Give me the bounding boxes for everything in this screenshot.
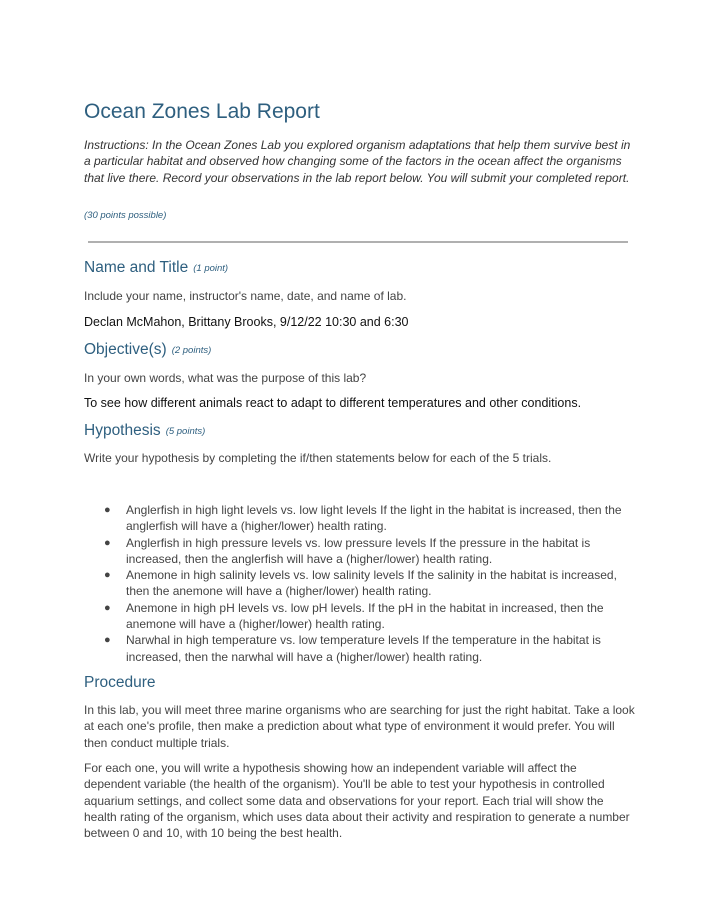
trial-text: Narwhal in high temperature vs. low temperature levels If the temperature in the habitat is increased, then the narwhal will have a (higher/lower) health rating. [126, 633, 601, 664]
hypothesis-section-heading [84, 422, 205, 440]
instructions-text: Instructions: In the Ocean Zones Lab you explored organism adaptations that help them survive best in a particular habitat and observed how changing some of the factors in the ocean affect the organisms that live there. Record your observations in the lab report below. You will submit your completed report. [84, 138, 631, 185]
list-item[interactable] [84, 567, 636, 600]
trial-text: Anemone in high pH levels vs. low pH levels. If the pH in the habitat in increased, then the anemone will have a (higher/lower) health rating. [126, 600, 604, 632]
list-item[interactable] [84, 502, 636, 535]
procedure-section-heading [84, 674, 156, 692]
objective-section-points: (2 points) [171, 345, 212, 356]
objective-section-prompt: In your own words, what was the purpose of this lab? [84, 371, 367, 385]
trial-text: Anglerfish in high pressure levels vs. low pressure levels If the pressure in the habitat is increased, then the anglerfish will have a (higher/lower) health rating. [126, 535, 591, 566]
trial-text: Anglerfish in high light levels vs. low light levels If the light in the habitat is increased, then the anglerfish will have a (higher/lower) health rating. [126, 503, 622, 534]
procedure-section-title: Procedure [84, 674, 156, 691]
bullet-icon: ● [104, 569, 111, 582]
procedure-paragraph-1: In this lab, you will meet three marine organisms who are searching for just the right habitat. Take a look at each one's profile, then make a prediction about what type of environment it would prefer. You will then conduct multiple trials. [84, 703, 635, 750]
name-section-prompt: Include your name, instructor's name, date, and name of lab. [84, 289, 407, 303]
hypothesis-section-points: (5 points) [165, 426, 206, 437]
trial-text: Anemone in high salinity levels vs. low salinity levels If the salinity in the habitat is increased, then the anemone will have a (higher/lower) health rating. [126, 568, 617, 599]
name-section-points: (1 point) [193, 263, 229, 274]
procedure-paragraph-2: For each one, you will write a hypothesis showing how an independent variable will affect the dependent variable (the health of the organism). You'll be able to test your hypothesis in controlled aquarium settings, and collect some data and observations for your report. Each trial will show the health rating of the organism, which uses data about their activity and respiration to generate a number between 0 and 10, with 10 being the best health. [84, 761, 630, 841]
bullet-icon: ● [104, 601, 111, 614]
name-section-answer[interactable]: Declan McMahon, Brittany Brooks, 9/12/22 10:30 and 6:30 [84, 315, 409, 329]
list-item[interactable] [84, 632, 636, 665]
objective-section-answer[interactable]: To see how different animals react to adapt to different temperatures and other conditions. [84, 396, 582, 410]
list-item[interactable] [84, 535, 636, 568]
bullet-icon: ● [104, 504, 111, 516]
bullet-icon: ● [104, 536, 111, 549]
list-item[interactable] [84, 600, 636, 633]
objective-section-title: Objective(s) [84, 341, 167, 358]
hypothesis-trials-list [84, 502, 636, 665]
document-title: Ocean Zones Lab Report [84, 100, 320, 123]
horizontal-divider [88, 241, 628, 243]
hypothesis-section-prompt: Write your hypothesis by completing the if/then statements below for each of the 5 trials. [84, 451, 552, 465]
name-section-heading [84, 259, 228, 277]
objective-section-heading [84, 341, 211, 359]
hypothesis-section-title: Hypothesis [84, 422, 161, 439]
bullet-icon: ● [104, 634, 111, 647]
points-possible: (30 points possible) [84, 210, 167, 221]
name-section-title: Name and Title [84, 259, 189, 276]
